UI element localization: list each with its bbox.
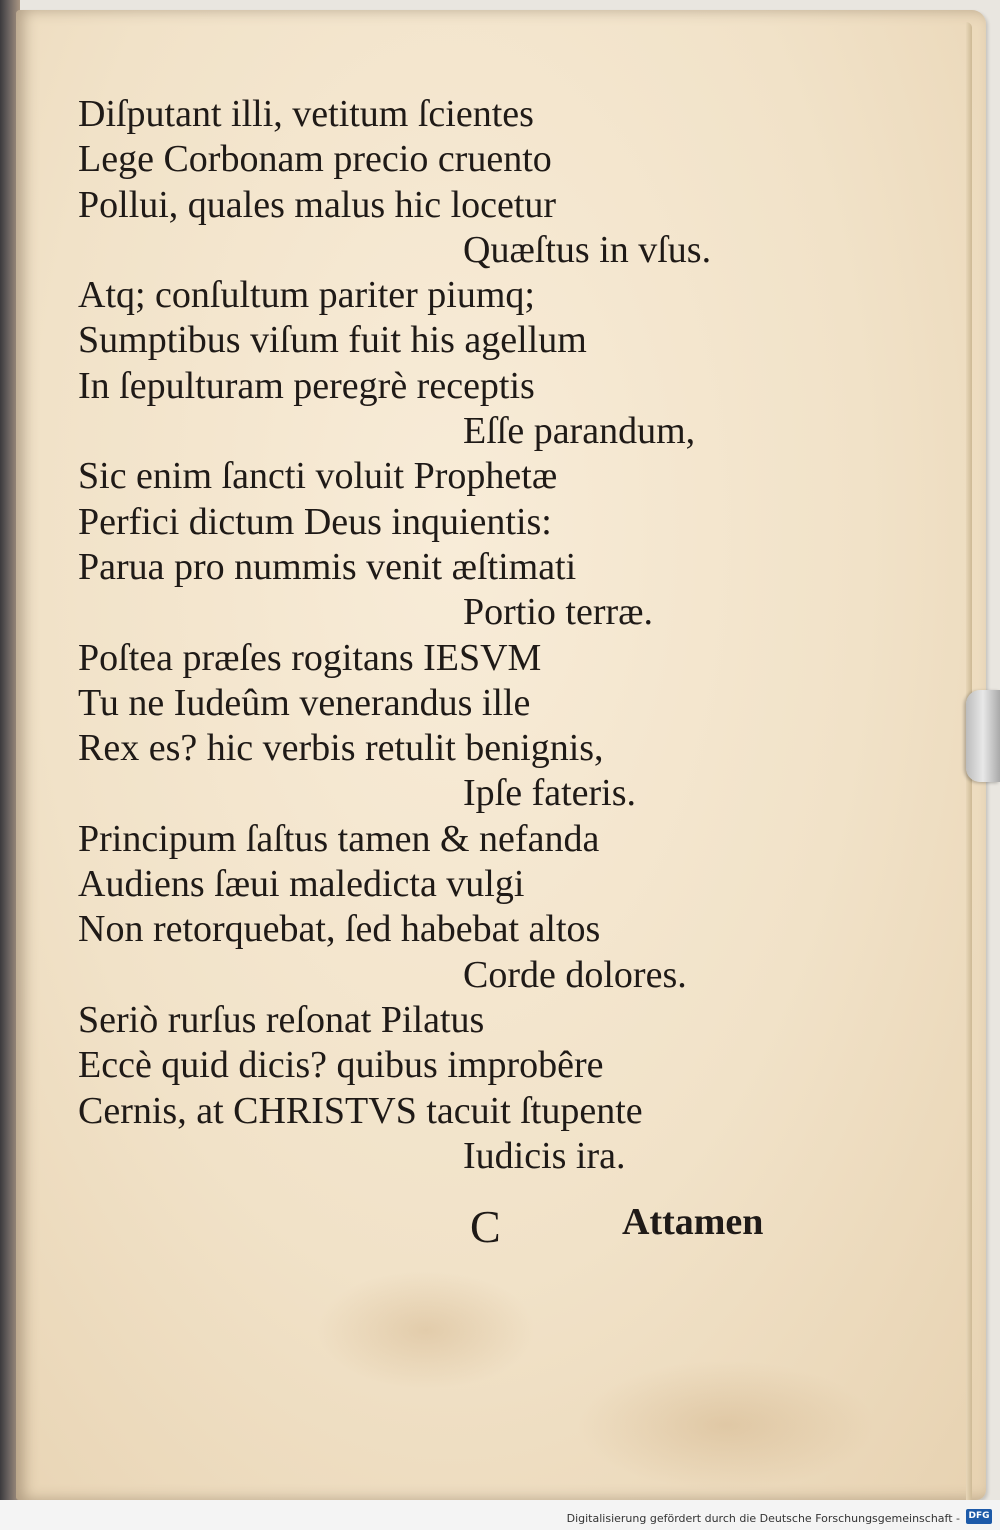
verse-line: Non retorquebat, ſed habebat altos: [78, 908, 601, 951]
verse-line: Principum ſaſtus tamen & nefanda: [78, 817, 600, 860]
verse-line: Ipſe fateris.: [463, 772, 637, 815]
verse-line: Sic enim ſancti voluit Prophetæ: [78, 455, 558, 498]
verse-line: Seriò rurſus reſonat Pilatus: [78, 998, 485, 1041]
signature-mark: C: [470, 1201, 501, 1252]
footer-bar: [0, 1500, 1000, 1530]
verse-line: Diſputant illi, vetitum ſcientes: [78, 93, 534, 135]
paper-stain: [316, 1270, 536, 1390]
verse-line: Eſſe parandum,: [463, 410, 696, 453]
verse-line: Portio terræ.: [463, 591, 653, 634]
verse-line: Eccè quid dicis? quibus improbêre: [78, 1044, 604, 1087]
verse-line: Cernis, at CHRISTVS tacuit ſtupente: [78, 1089, 643, 1132]
verse-line: Tu ne Iudeûm venerandus ille: [78, 681, 531, 724]
verse-line: Parua pro nummis venit æſtimati: [78, 545, 577, 588]
page-foot: [0, 1200, 1000, 1260]
verse-line: Lege Corbonam precio cruento: [78, 138, 552, 181]
verse-line: Sumptibus viſum fuit his agellum: [78, 319, 587, 362]
digitization-credit: Digitalisierung gefördert durch die Deutsche Forschungsgemeinschaft -: [566, 1512, 960, 1525]
verse-line: Atq; conſultum pariter piumq;: [78, 274, 535, 317]
verse-line: Pollui, quales malus hic locetur: [78, 183, 557, 226]
catchword: Attamen: [622, 1201, 764, 1243]
verse-line: Quæſtus in vſus.: [463, 228, 712, 271]
verse-line: Poſtea præſes rogitans IESVM: [78, 636, 542, 679]
poem-text: [78, 92, 798, 1179]
verse-line: Audiens ſæui maledicta vulgi: [78, 863, 525, 906]
dfg-logo-icon: DFG: [966, 1509, 992, 1524]
verse-line: Iudicis ira.: [463, 1134, 626, 1177]
verse-line: Corde dolores.: [463, 953, 687, 996]
paper-stain: [576, 1360, 876, 1490]
verse-line: In ſepulturam peregrè receptis: [78, 364, 535, 407]
verse-line: Rex es? hic verbis retulit benignis,: [78, 727, 604, 770]
page-clip: [966, 690, 1000, 782]
verse-line: Perfici dictum Deus inquientis:: [78, 500, 552, 543]
